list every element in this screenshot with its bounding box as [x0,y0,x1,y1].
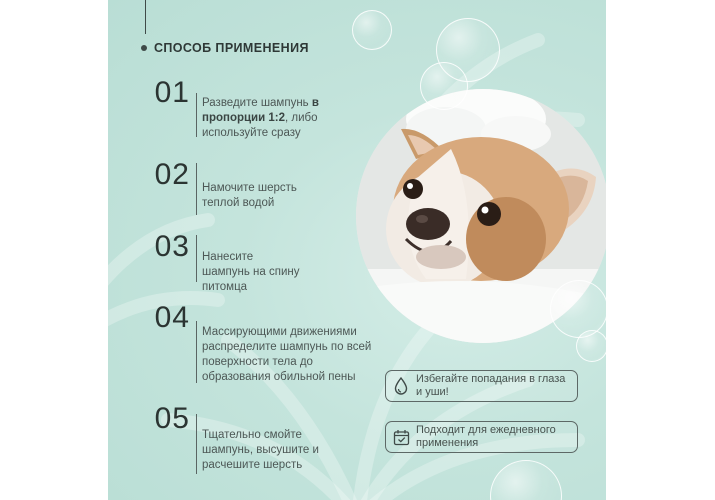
step-text: Нанесите шампунь на спину питомца [202,251,300,293]
step-divider [196,163,197,215]
section-heading [141,41,309,55]
top-divider-line [145,0,146,34]
soap-bubble [352,10,392,50]
step-text: Намочите шерсть теплой водой [202,182,297,209]
step-text: Тщательно смойте шампунь, высушите и расчешите шерсть [202,429,319,471]
step-number: 04 [154,301,190,334]
daily-use-text: Подходит для ежедневного применения [416,424,556,449]
section-title: СПОСОБ ПРИМЕНЕНИЯ [154,41,309,55]
step-number: 01 [154,76,190,109]
step-number: 03 [154,230,190,263]
soap-bubble [420,62,468,110]
step-number: 02 [154,158,190,191]
soap-bubble [550,280,606,338]
calendar-check-icon [386,429,416,446]
step-divider [196,93,197,137]
step-divider [196,321,197,383]
step-text: Разведите шампунь в пропорции 1:2, либо используйте сразу [202,97,319,139]
step-text: Массирующими движениями распределите шампунь по всей поверхности тела до образования обильной пены [202,326,372,383]
soap-bubble [576,330,606,362]
daily-use-badge [385,421,578,453]
heading-bullet [141,45,147,51]
step-divider [196,235,197,282]
step-text-highlight: в пропорции 1:2 [202,97,319,124]
water-drop-icon [386,377,416,395]
warning-text: Избегайте попадания в глаза и уши! [416,373,566,398]
step-number: 05 [154,402,190,435]
warning-badge [385,370,578,402]
instruction-card [108,0,606,500]
step-divider [196,414,197,474]
soap-bubble [490,460,562,500]
